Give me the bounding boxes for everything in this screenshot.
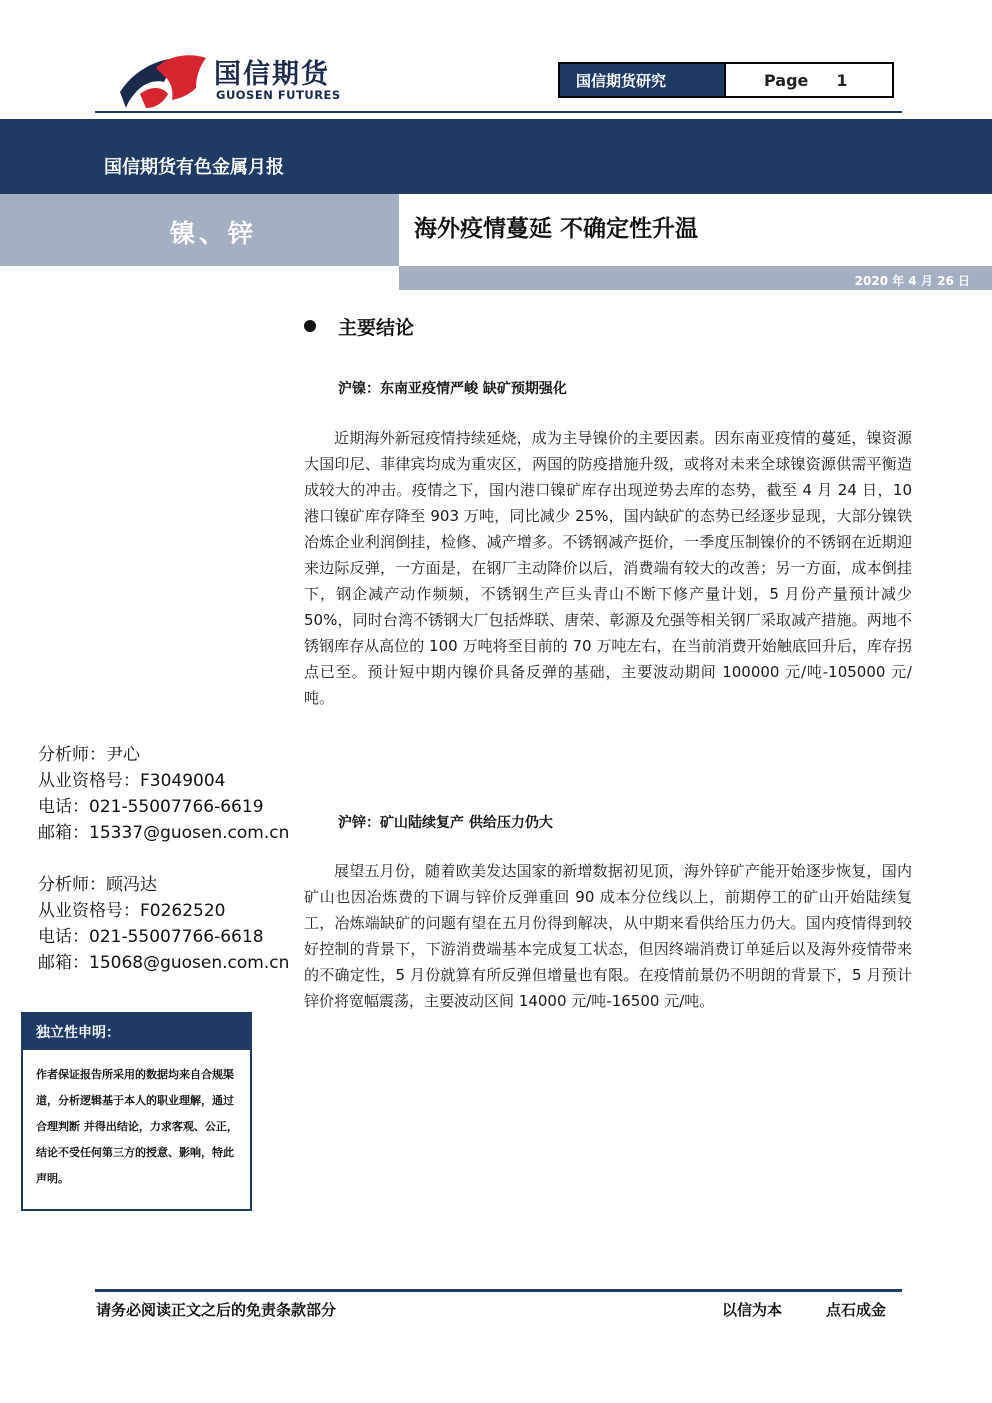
report-date: 2020 年 4 月 26 日 <box>854 274 970 288</box>
analyst-email[interactable]: 邮箱：15068@guosen.com.cn <box>38 953 290 973</box>
header-divider <box>95 111 902 113</box>
nickel-subheading: 沪镍：东南亚疫情严峻 缺矿预期强化 <box>338 381 567 397</box>
department-label: 国信期货研究 <box>560 64 726 96</box>
company-name-en: GUOSEN FUTURES <box>216 88 341 102</box>
metal-names: 镍、锌 <box>170 219 258 248</box>
page-header-box <box>558 62 894 98</box>
company-name-cn: 国信期货 <box>214 59 330 90</box>
analyst-phone: 电话：021-55007766-6619 <box>38 797 264 817</box>
analyst-email[interactable]: 邮箱：15337@guosen.com.cn <box>38 823 290 843</box>
analyst-name: 分析师：顾冯达 <box>38 875 157 895</box>
zinc-paragraph: 展望五月份，随着欧美发达国家的新增数据初见顶，海外锌矿产能开始逐步恢复，国内矿山也因冶炼费的下调与锌价反弹重回 90 成本分位线以上，前期停工的矿山开始陆续复工，冶炼端缺矿的问题有望在五月份得到解决，从中期来看供给压力仍大。国内疫情得到较好控制的背景下，下游消费端基本完成复工状态，但因终端消费订单延后以及海外疫情带来的不确定性，5 月份就算有所反弹但增量也有限。在疫情前景仍不明朗的背景下，5 月预计锌价将宽幅震荡，主要波动区间 14000 元/吨-16500 元/吨。 <box>304 862 912 1010</box>
page-label: Page <box>764 70 809 90</box>
disclaimer-notice: 请务必阅读正文之后的免责条款部分 <box>96 1301 337 1319</box>
section-heading: 主要结论 <box>338 317 415 339</box>
footer-motto-2: 点石成金 <box>826 1301 887 1319</box>
analyst-phone: 电话：021-55007766-6618 <box>38 927 264 947</box>
analyst-cert: 从业资格号：F0262520 <box>38 901 226 921</box>
declaration-title: 独立性申明： <box>36 1025 120 1041</box>
report-series-name: 国信期货有色金属月报 <box>104 157 284 178</box>
zinc-subheading: 沪锌：矿山陆续复产 供给压力仍大 <box>338 815 553 831</box>
analyst-cert: 从业资格号：F3049004 <box>38 771 226 791</box>
bullet-icon <box>304 320 316 332</box>
page-indicator <box>726 64 892 96</box>
report-headline: 海外疫情蔓延 不确定性升温 <box>414 216 699 242</box>
footer-motto-1: 以信为本 <box>722 1301 783 1319</box>
analyst-card <box>38 742 289 846</box>
analyst-card <box>38 872 289 976</box>
analyst-name: 分析师：尹心 <box>38 745 140 765</box>
company-logo-icon <box>116 50 208 110</box>
page-number: 1 <box>836 70 848 90</box>
nickel-paragraph: 近期海外新冠疫情持续延烧，成为主导镍价的主要因素。因东南亚疫情的蔓延，镍资源大国印尼、菲律宾均成为重灾区，两国的防疫措施升级，或将对未来全球镍资源供需平衡造成较大的冲击。疫情之下，国内港口镍矿库存出现逆势去库的态势，截至 4 月 24 日，10 港口镍矿库存降至 903 万吨，同比减少 25%，国内缺矿的态势已经逐步显现，大部分镍铁冶炼企业利润倒挂，检修、减产增多。不锈钢减产挺价，一季度压制镍价的不锈钢在近期迎来边际反弹，一方面是，在钢厂主动降价以后，消费端有较大的改善；另一方面，成本倒挂下，钢企减产动作频频，不锈钢生产巨头青山不断下修产量计划，5 月份产量预计减少 50%，同时台湾不锈钢大厂包括烨联、唐荣、彰源及允强等相关钢厂采取减产措施。两地不锈钢库存从高位的 100 万吨将至目前的 70 万吨左右，在当前消费开始触底回升后，库存拐点已至。预计短中期内镍价具备反弹的基础，主要波动期间 100000 元/吨-105000 元/吨。 <box>304 429 912 707</box>
footer-divider <box>95 1289 902 1292</box>
declaration-text: 作者保证报告所采用的数据均来自合规渠道，分析逻辑基于本人的职业理解，通过合理判断 并得出结论，力求客观、公正，结论不受任何第三方的授意、影响，特此声明。 <box>36 1068 238 1185</box>
